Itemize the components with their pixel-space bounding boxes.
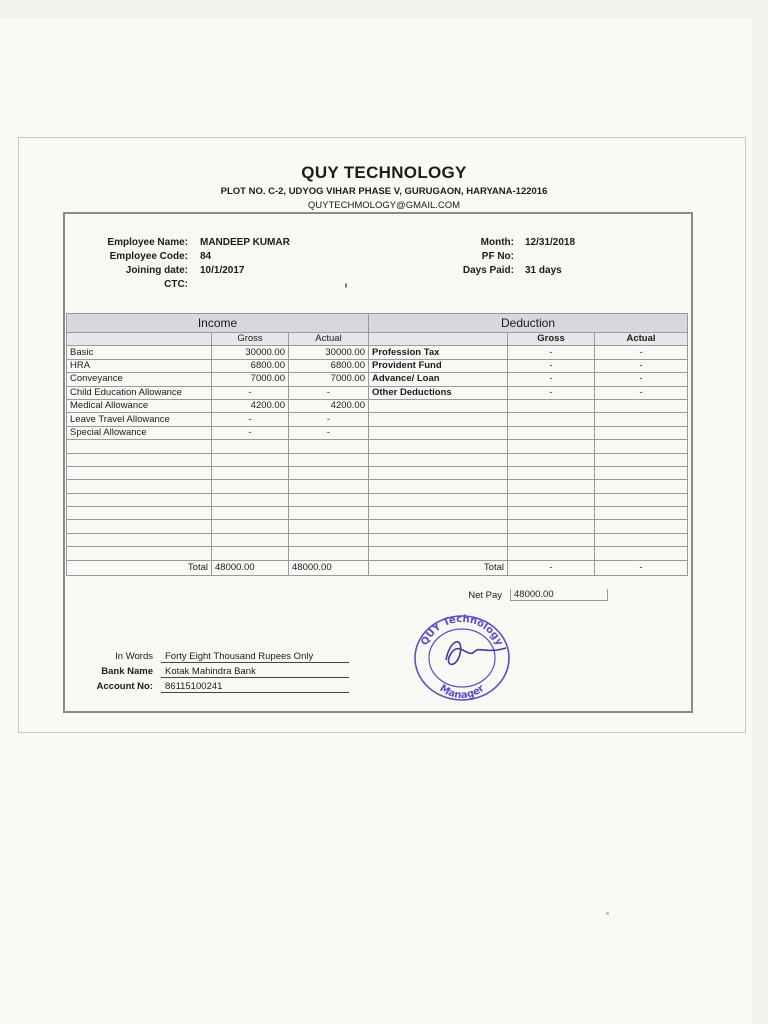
income-gross-cell bbox=[212, 507, 289, 520]
deduction-actual-cell bbox=[595, 493, 688, 506]
income-total-gross: 48000.00 bbox=[212, 560, 289, 575]
deduction-gross-cell bbox=[508, 440, 595, 453]
stamp-top-text: QUY Technology bbox=[419, 613, 505, 648]
days-paid-label: Days Paid: bbox=[462, 265, 514, 276]
deduction-gross-cell bbox=[508, 466, 595, 479]
joining-date-label: Joining date: bbox=[125, 265, 188, 276]
company-stamp bbox=[406, 608, 518, 706]
deduction-actual-header: Actual bbox=[595, 333, 688, 346]
income-gross-cell bbox=[212, 520, 289, 533]
income-gross-cell bbox=[212, 533, 289, 546]
income-label-cell bbox=[67, 547, 212, 560]
employee-name: MANDEEP KUMAR bbox=[200, 237, 290, 248]
deduction-gross-cell bbox=[508, 493, 595, 506]
income-gross-cell bbox=[212, 453, 289, 466]
deduction-actual-cell bbox=[595, 547, 688, 560]
income-actual-cell: 4200.00 bbox=[289, 399, 369, 412]
income-gross-cell: - bbox=[212, 386, 289, 399]
deduction-gross-cell bbox=[508, 533, 595, 546]
deduction-label-cell: Advance/ Loan bbox=[369, 373, 508, 386]
deduction-gross-cell: - bbox=[508, 373, 595, 386]
deduction-gross-cell bbox=[508, 453, 595, 466]
income-actual-cell: - bbox=[289, 386, 369, 399]
deduction-actual-cell bbox=[595, 507, 688, 520]
deduction-actual-cell bbox=[595, 440, 688, 453]
deduction-actual-cell bbox=[595, 480, 688, 493]
deduction-actual-cell bbox=[595, 413, 688, 426]
income-gross-cell bbox=[212, 466, 289, 479]
deduction-gross-cell: - bbox=[508, 346, 595, 359]
income-label-cell: Special Allowance bbox=[67, 426, 212, 439]
table-row bbox=[67, 493, 688, 506]
deduction-label-cell bbox=[369, 520, 508, 533]
income-label-cell bbox=[67, 440, 212, 453]
deduction-actual-cell bbox=[595, 453, 688, 466]
income-actual-cell: - bbox=[289, 426, 369, 439]
deduction-gross-cell: - bbox=[508, 386, 595, 399]
svg-text:QUY Technology bbox=[419, 614, 505, 648]
deduction-label-cell bbox=[369, 413, 508, 426]
deduction-total-actual: - bbox=[595, 560, 688, 575]
deduction-actual-cell: - bbox=[595, 373, 688, 386]
in-words-label: In Words bbox=[115, 651, 153, 662]
income-total-actual: 48000.00 bbox=[289, 560, 369, 575]
bank-name-value: Kotak Mahindra Bank bbox=[161, 666, 349, 678]
employee-name-label: Employee Name: bbox=[107, 237, 188, 248]
income-label-cell: Leave Travel Allowance bbox=[67, 413, 212, 426]
income-actual-cell bbox=[289, 493, 369, 506]
income-actual-header: Actual bbox=[289, 333, 369, 346]
deduction-label-cell bbox=[369, 507, 508, 520]
deduction-label-cell bbox=[369, 493, 508, 506]
income-label-cell bbox=[67, 453, 212, 466]
income-label-cell bbox=[67, 533, 212, 546]
company-email: QUYTECHMOLOGY@GMAIL.COM bbox=[307, 200, 461, 211]
income-actual-cell bbox=[289, 547, 369, 560]
deduction-label-cell: Profession Tax bbox=[369, 346, 508, 359]
income-actual-cell: - bbox=[289, 413, 369, 426]
income-label-cell: Child Education Allowance bbox=[67, 386, 212, 399]
table-row bbox=[67, 453, 688, 466]
deduction-actual-cell bbox=[595, 466, 688, 479]
salary-table bbox=[66, 313, 687, 576]
employee-code: 84 bbox=[200, 251, 212, 262]
deduction-actual-cell bbox=[595, 399, 688, 412]
deduction-label-cell bbox=[369, 480, 508, 493]
deduction-gross-cell bbox=[508, 426, 595, 439]
table-row bbox=[67, 346, 688, 359]
company-address: PLOT NO. C-2, UDYOG VIHAR PHASE V, GURUGAON, HARYANA-122016 bbox=[220, 186, 548, 197]
table-row bbox=[67, 533, 688, 546]
table-row bbox=[67, 466, 688, 479]
in-words-value: Forty Eight Thousand Rupees Only bbox=[161, 651, 349, 663]
deduction-label-cell: Other Deductions bbox=[369, 386, 508, 399]
deduction-gross-cell bbox=[508, 547, 595, 560]
income-label-cell bbox=[67, 466, 212, 479]
table-row bbox=[67, 520, 688, 533]
income-gross-cell: 6800.00 bbox=[212, 359, 289, 372]
bank-name-label: Bank Name bbox=[101, 666, 153, 677]
pf-label: PF No: bbox=[481, 251, 514, 262]
income-label-cell bbox=[67, 480, 212, 493]
deduction-gross-header: Gross bbox=[508, 333, 595, 346]
stamp-bottom-text: Manager bbox=[437, 682, 487, 702]
income-gross-cell: 7000.00 bbox=[212, 373, 289, 386]
table-row bbox=[67, 547, 688, 560]
table-row bbox=[67, 359, 688, 372]
deduction-label-cell bbox=[369, 399, 508, 412]
deduction-actual-cell: - bbox=[595, 346, 688, 359]
table-row bbox=[67, 413, 688, 426]
deduction-total-label: Total bbox=[369, 560, 508, 575]
scan-speck bbox=[606, 912, 609, 915]
svg-text:Manager bbox=[437, 683, 486, 701]
income-label-cell bbox=[67, 520, 212, 533]
income-gross-cell: 30000.00 bbox=[212, 346, 289, 359]
deduction-actual-cell: - bbox=[595, 359, 688, 372]
table-row bbox=[67, 373, 688, 386]
ctc-label: CTC: bbox=[164, 279, 188, 290]
deduction-label-cell bbox=[369, 453, 508, 466]
month-label: Month: bbox=[480, 237, 514, 248]
deduction-actual-cell: - bbox=[595, 386, 688, 399]
income-label-cell: Conveyance bbox=[67, 373, 212, 386]
table-row bbox=[67, 480, 688, 493]
income-actual-cell: 7000.00 bbox=[289, 373, 369, 386]
deduction-label-cell bbox=[369, 547, 508, 560]
deduction-gross-cell bbox=[508, 520, 595, 533]
table-row bbox=[67, 399, 688, 412]
income-total-label: Total bbox=[67, 560, 212, 575]
deduction-label-cell bbox=[369, 533, 508, 546]
income-header: Income bbox=[67, 314, 369, 333]
income-gross-header: Gross bbox=[212, 333, 289, 346]
deduction-label-cell bbox=[369, 440, 508, 453]
income-actual-cell bbox=[289, 480, 369, 493]
income-actual-cell: 6800.00 bbox=[289, 359, 369, 372]
deduction-label-cell: Provident Fund bbox=[369, 359, 508, 372]
income-actual-cell bbox=[289, 453, 369, 466]
deduction-gross-cell bbox=[508, 507, 595, 520]
income-gross-cell bbox=[212, 480, 289, 493]
income-label-cell bbox=[67, 493, 212, 506]
income-actual-cell: 30000.00 bbox=[289, 346, 369, 359]
income-label-cell: Basic bbox=[67, 346, 212, 359]
income-actual-cell bbox=[289, 533, 369, 546]
deduction-gross-cell: - bbox=[508, 359, 595, 372]
net-pay-label: Net Pay bbox=[468, 590, 502, 601]
net-pay-value: 48000.00 bbox=[510, 589, 608, 601]
deduction-total-gross: - bbox=[508, 560, 595, 575]
company-name: QUY TECHNOLOGY bbox=[301, 163, 467, 182]
joining-date: 10/1/2017 bbox=[200, 265, 245, 276]
income-actual-cell bbox=[289, 507, 369, 520]
deduction-gross-cell bbox=[508, 413, 595, 426]
deduction-label-cell bbox=[369, 466, 508, 479]
income-actual-cell bbox=[289, 440, 369, 453]
table-row bbox=[67, 386, 688, 399]
income-label-cell: HRA bbox=[67, 359, 212, 372]
deduction-gross-cell bbox=[508, 480, 595, 493]
scan-speck bbox=[345, 283, 347, 288]
income-gross-cell bbox=[212, 440, 289, 453]
income-gross-cell: - bbox=[212, 426, 289, 439]
table-row bbox=[67, 426, 688, 439]
deduction-actual-cell bbox=[595, 520, 688, 533]
days-paid-value: 31 days bbox=[525, 265, 562, 276]
deduction-header: Deduction bbox=[369, 314, 688, 333]
income-label-cell: Medical Allowance bbox=[67, 399, 212, 412]
income-gross-cell: - bbox=[212, 413, 289, 426]
income-gross-cell: 4200.00 bbox=[212, 399, 289, 412]
deduction-label-cell bbox=[369, 426, 508, 439]
income-gross-cell bbox=[212, 493, 289, 506]
account-no-label: Account No: bbox=[96, 681, 153, 692]
income-actual-cell bbox=[289, 520, 369, 533]
table-row bbox=[67, 440, 688, 453]
deduction-actual-cell bbox=[595, 426, 688, 439]
income-actual-cell bbox=[289, 466, 369, 479]
income-label-cell bbox=[67, 507, 212, 520]
table-row bbox=[67, 507, 688, 520]
deduction-actual-cell bbox=[595, 533, 688, 546]
income-gross-cell bbox=[212, 547, 289, 560]
employee-code-label: Employee Code: bbox=[109, 251, 188, 262]
account-no-value: 86115100241 bbox=[161, 681, 349, 693]
month-value: 12/31/2018 bbox=[525, 237, 576, 248]
deduction-gross-cell bbox=[508, 399, 595, 412]
